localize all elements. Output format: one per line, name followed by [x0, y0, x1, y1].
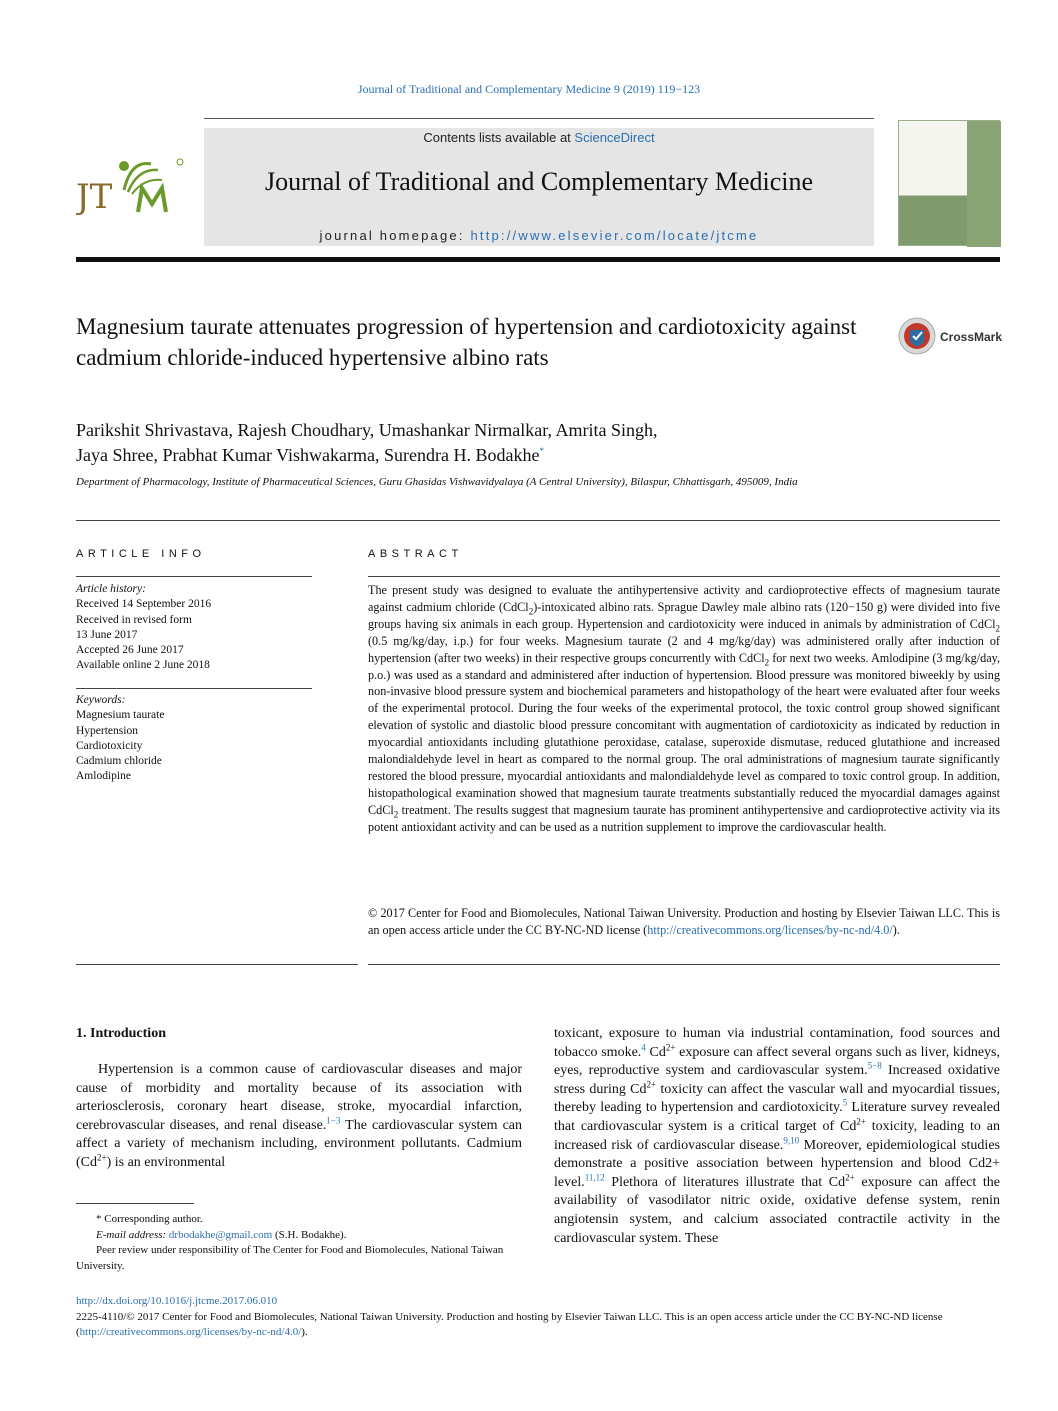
paragraph-segment: Plethora of literatures illustrate that Cd [604, 1174, 846, 1190]
keywords-label: Keywords: [76, 694, 126, 706]
doi-link[interactable]: http://dx.doi.org/10.1016/j.jtcme.2017.06.010 [76, 1295, 278, 1307]
email-link[interactable]: drbodakhe@gmail.com [168, 1228, 273, 1241]
history-item: 13 June 2017 [76, 628, 138, 641]
corresponding-author-mark[interactable]: * [539, 446, 544, 456]
email-note [76, 1228, 522, 1244]
journal-title: Journal of Traditional and Complementary Medicine [264, 167, 814, 196]
keyword-item: Cardiotoxicity [76, 739, 143, 752]
reference-link[interactable]: 9,10 [783, 1134, 800, 1145]
paragraph-segment: exposure can affect the availability of vasodilator nitric oxide, oxidative defense system, renin angiotensin system, and calcium associated contractile activity in the cardiovascular system. These [554, 1174, 1001, 1246]
keywords [76, 693, 312, 785]
article-info-rule [76, 576, 312, 577]
history-item: Received in revised form [76, 613, 192, 626]
abstract-segment: (0.5 mg/kg/day, i.p.) for four weeks. Magnesium taurate (2 and 4 mg/kg/day) was administered orally after induction of hypertension (after two weeks) in their respective groups concurrently with CdCl [368, 633, 1000, 665]
subscript: 2 [393, 809, 399, 820]
header-thick-rule [76, 257, 1000, 262]
paragraph-segment: Moreover, epidemiological studies demonstrate a positive association between hypertension and blood Cd2+ level. [554, 1137, 1000, 1190]
license-end: ). [301, 1326, 308, 1338]
paragraph-segment: toxicity can affect the vascular wall and myocardial tissues, thereby leading to hypertension and cardiotoxicity. [554, 1081, 1000, 1116]
footnotes [76, 1212, 522, 1274]
history-item: Accepted 26 June 2017 [76, 644, 184, 657]
affiliation: Department of Pharmacology, Institute of Pharmaceutical Sciences, Guru Ghasidas Vishwavidyalaya (A Central University), Bilaspur, Chhattisgarh, 495009, India [76, 476, 798, 488]
superscript: 2+ [845, 1172, 855, 1183]
reference-link[interactable]: 1−3 [326, 1114, 341, 1125]
section-rule-left [76, 964, 358, 965]
journal-cover-thumbnail[interactable] [898, 120, 1000, 246]
section-rule-right [368, 964, 1000, 965]
homepage-url-link[interactable]: http://www.elsevier.com/locate/jtcme [470, 228, 759, 243]
subscript: 2 [995, 623, 1000, 634]
authors-line-2-text: Jaya Shree, Prabhat Kumar Vishwakarma, Surendra H. Bodakhe [76, 445, 540, 465]
paragraph-segment: Literature survey revealed that cardiovascular system is a critical target of Cd [554, 1100, 1000, 1134]
cover-decoration [967, 121, 1001, 247]
paragraph-segment: The cardiovascular system can affect a variety of mechanism including, environment pollutants. Cadmium (Cd [76, 1117, 523, 1170]
intro-paragraph-2 [554, 1025, 1000, 1248]
author-list [76, 418, 976, 468]
history-label: Article history: [76, 583, 146, 595]
contents-prefix: Contents lists available at [423, 130, 575, 145]
superscript: 2+ [665, 1041, 676, 1052]
abstract-segment: The present study was designed to evaluate the antihypertensive activity and cardioprotective effects of magnesium taurate against cadmium chloride (CdCl [368, 583, 1000, 614]
reference-link[interactable]: 4 [641, 1041, 646, 1052]
doi-license-block [76, 1294, 1000, 1341]
superscript: 2+ [646, 1079, 657, 1090]
footnote-rule [76, 1203, 194, 1204]
crossmark-label[interactable]: CrossMark [940, 330, 1003, 344]
crossmark-icon [897, 316, 937, 356]
license-link[interactable]: http://creativecommons.org/licenses/by-nc-nd/4.0/ [647, 922, 893, 937]
reference-link[interactable]: 11,12 [584, 1172, 605, 1183]
logo-text: JT [76, 177, 113, 217]
authors-line-2 [76, 443, 976, 468]
authors-line-1: Parikshit Shrivastava, Rajesh Choudhary, Umashankar Nirmalkar, Amrita Singh, [76, 420, 658, 440]
abstract-heading: ABSTRACT [368, 548, 463, 560]
superscript: 2+ [97, 1151, 107, 1162]
history-item: Available online 2 June 2018 [76, 659, 210, 672]
contents-available-line [204, 130, 874, 145]
license-note [76, 1310, 1000, 1341]
paragraph-segment: toxicant, exposure to human via industrial contamination, food sources and tobacco smoke. [554, 1026, 1000, 1060]
history-item: Received 14 September 2016 [76, 598, 212, 611]
keyword-item: Amlodipine [76, 770, 131, 783]
paragraph-segment: Hypertension is a common cause of cardiovascular diseases and major cause of morbidity and mortality because of its association with arteriosclerosis, coronary heart disease, stroke, myocardial infarction, cerebrovascular diseases, and renal disease. [76, 1062, 522, 1133]
abstract-segment: treatment. The results suggest that magnesium taurate has prominent antihypertensive and cardioprotective activity via its potent antioxidant activity and can be used as a nutrition supplement to improve the cardiovascular health. [368, 802, 1000, 834]
abstract-copyright [368, 905, 1000, 939]
license-text: 2225-4110/© 2017 Center for Food and Biomolecules, National Taiwan University. Production and hosting by Elsevier Taiwan LLC. This is an open access article under the CC BY-NC-ND license ( [76, 1310, 943, 1338]
keywords-rule [76, 688, 312, 689]
peer-review-note: Peer review under responsibility of The Center for Food and Biomolecules, National Taiwan University. [76, 1244, 504, 1272]
affiliation-rule [76, 520, 1000, 521]
paragraph-segment: toxicity, leading to an increased risk of cardiovascular disease. [554, 1118, 1000, 1153]
sciencedirect-link[interactable]: ScienceDirect [574, 130, 655, 145]
paragraph-segment: exposure can affect several organs such as liver, kidneys, eyes, reproductive system and cardiovascular system. [554, 1044, 1000, 1079]
email-label: E-mail address: [96, 1228, 169, 1241]
article-info-heading: ARTICLE INFO [76, 548, 206, 560]
copyright-end: ). [892, 922, 900, 937]
paragraph-segment: Increased oxidative stress during Cd [554, 1063, 1000, 1097]
paragraph-segment: ) is an environmental [106, 1154, 226, 1170]
subscript: 2 [528, 606, 534, 617]
keyword-item: Hypertension [76, 724, 138, 737]
homepage-prefix: journal homepage: [319, 228, 471, 243]
email-name: (S.H. Bodakhe). [272, 1228, 347, 1241]
abstract-rule [368, 576, 1000, 577]
reference-link[interactable]: 5 [842, 1097, 848, 1108]
journal-homepage-line [204, 228, 874, 243]
keyword-item: Cadmium chloride [76, 755, 162, 768]
header-top-rule [204, 118, 874, 119]
jtcm-logo-icon [76, 150, 186, 220]
introduction-heading: 1. Introduction [76, 1026, 166, 1041]
paragraph-segment: Cd [645, 1044, 666, 1060]
intro-paragraph-1 [76, 1061, 522, 1172]
copyright-text: © 2017 Center for Food and Biomolecules, National Taiwan University. Production and hosting by Elsevier Taiwan LLC. This is an open access article under the CC BY-NC-ND license ( [368, 906, 1000, 937]
reference-link[interactable]: 5−8 [867, 1060, 882, 1071]
article-title: Magnesium taurate attenuates progression of hypertension and cardiotoxicity against cadmium chloride-induced hypertensive albino rats [76, 314, 857, 370]
article-history [76, 582, 312, 674]
superscript: 2+ [856, 1116, 866, 1127]
abstract-text [368, 582, 1000, 836]
keyword-item: Magnesium taurate [76, 709, 165, 722]
subscript: 2 [764, 657, 770, 668]
corresponding-author-note: * Corresponding author. [96, 1213, 203, 1225]
jtcm-logo [76, 150, 186, 220]
journal-citation-link[interactable]: Journal of Traditional and Complementary Medicine 9 (2019) 119−123 [357, 82, 701, 96]
abstract-segment: )-intoxicated albino rats. Sprague Dawley male albino rats (120−150 g) were divided into five groups having six animals in each group. Hypertension and cardiotoxicity were induced in animals by administration of CdCl [368, 599, 1000, 631]
abstract-segment: for next two weeks. Amlodipine (3 mg/kg/day, p.o.) was used as a standard and administered after induction of hypertension. Blood pressure was monitored biweekly by using non-invasive blood pressure system and biochemical parameters and histopathology of the heart were evaluated after four weeks of the experimental protocol. During the four weeks of the experimental protocol, the toxic control group showed significant elevation of systolic and diastolic blood pressure concomitant with augmentation of cardiotoxicity as indicated by reduction in myocardial antioxidants including glutathione peroxidase, catalase, superoxide dismutase, reduced glutathione and increased malondialdehyde level in heart as compared to the normal group. The oral administrations of magnesium taurate significantly restored the blood pressure, myocardial antioxidants and malondialdehyde level as compared to toxic control group. In addition, histopathological examination showed that magnesium taurate treatments substantially reduced the myocardial damages against CdCl [368, 650, 1000, 817]
footer-license-link[interactable]: http://creativecommons.org/licenses/by-nc-nd/4.0/ [79, 1326, 302, 1338]
